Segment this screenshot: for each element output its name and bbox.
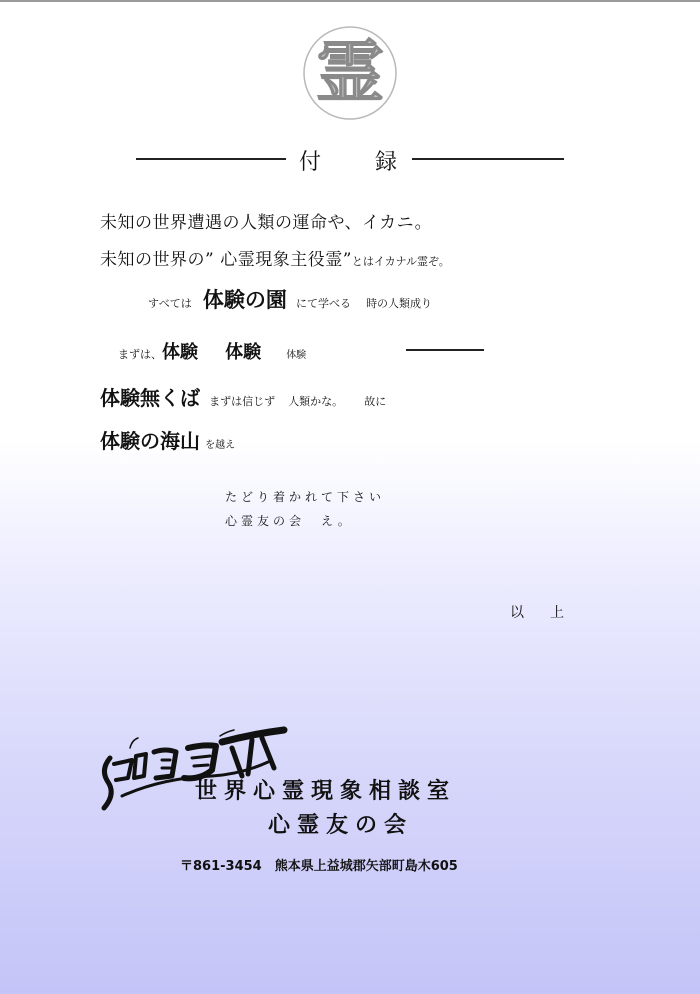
title-rule-right	[412, 158, 564, 160]
body-line-2-a: 未知の世界の”	[100, 250, 215, 270]
body-line-3-d: 時の人類成り	[366, 297, 433, 310]
body-line-4-rule	[406, 349, 484, 351]
body-line-4	[118, 338, 306, 364]
body-line-5-a: 体験無くば	[100, 386, 200, 410]
group-name: 心霊友の会	[268, 813, 414, 838]
body-line-3-c: にて学べる	[295, 297, 351, 310]
body-line-2-b: 心霊現象主役霊”	[220, 250, 352, 270]
address: 〒861-3454 熊本県上益城郡矢部町島木605	[180, 859, 458, 874]
closing-text: 以 上	[510, 605, 570, 621]
body-line-4-c: 体験	[225, 342, 262, 363]
body-line-4-d: 体験	[286, 350, 307, 361]
body-line-5-d: 故に	[364, 395, 387, 408]
body-line-7: たどり着かれて下さい	[225, 490, 386, 504]
body-line-6-a: 体験の海山	[100, 429, 200, 453]
top-border	[0, 0, 700, 2]
body-line-5-c: 人類かな。	[288, 395, 344, 408]
emblem-character: 霊	[315, 33, 385, 113]
body-line-3	[148, 284, 432, 314]
body-line-5	[100, 382, 386, 411]
body-line-8: 心霊友の会 え。	[225, 514, 354, 528]
body-line-6-b: を越え	[205, 440, 236, 451]
title-char-left: 付	[299, 150, 322, 175]
body-line-5-b: まずは信じず	[209, 395, 276, 408]
body-line-4-b: 体験	[162, 342, 198, 363]
body-line-3-b: 体験の園	[202, 288, 287, 312]
body-line-2-c: とはイカナル霊ぞ。	[351, 255, 450, 268]
body-line-3-a: すべては	[148, 297, 192, 310]
body-line-4-a: まずは、	[118, 348, 162, 361]
body-line-6	[100, 425, 235, 454]
title-char-right: 録	[375, 150, 398, 175]
title-rule-left	[136, 158, 286, 160]
body-line-2	[100, 245, 450, 270]
body-line-1: 未知の世界遭遇の人類の運命や、イカニ。	[100, 213, 433, 233]
org-name: 世界心霊現象相談室	[195, 779, 457, 804]
reikanji-emblem-icon	[301, 24, 399, 122]
